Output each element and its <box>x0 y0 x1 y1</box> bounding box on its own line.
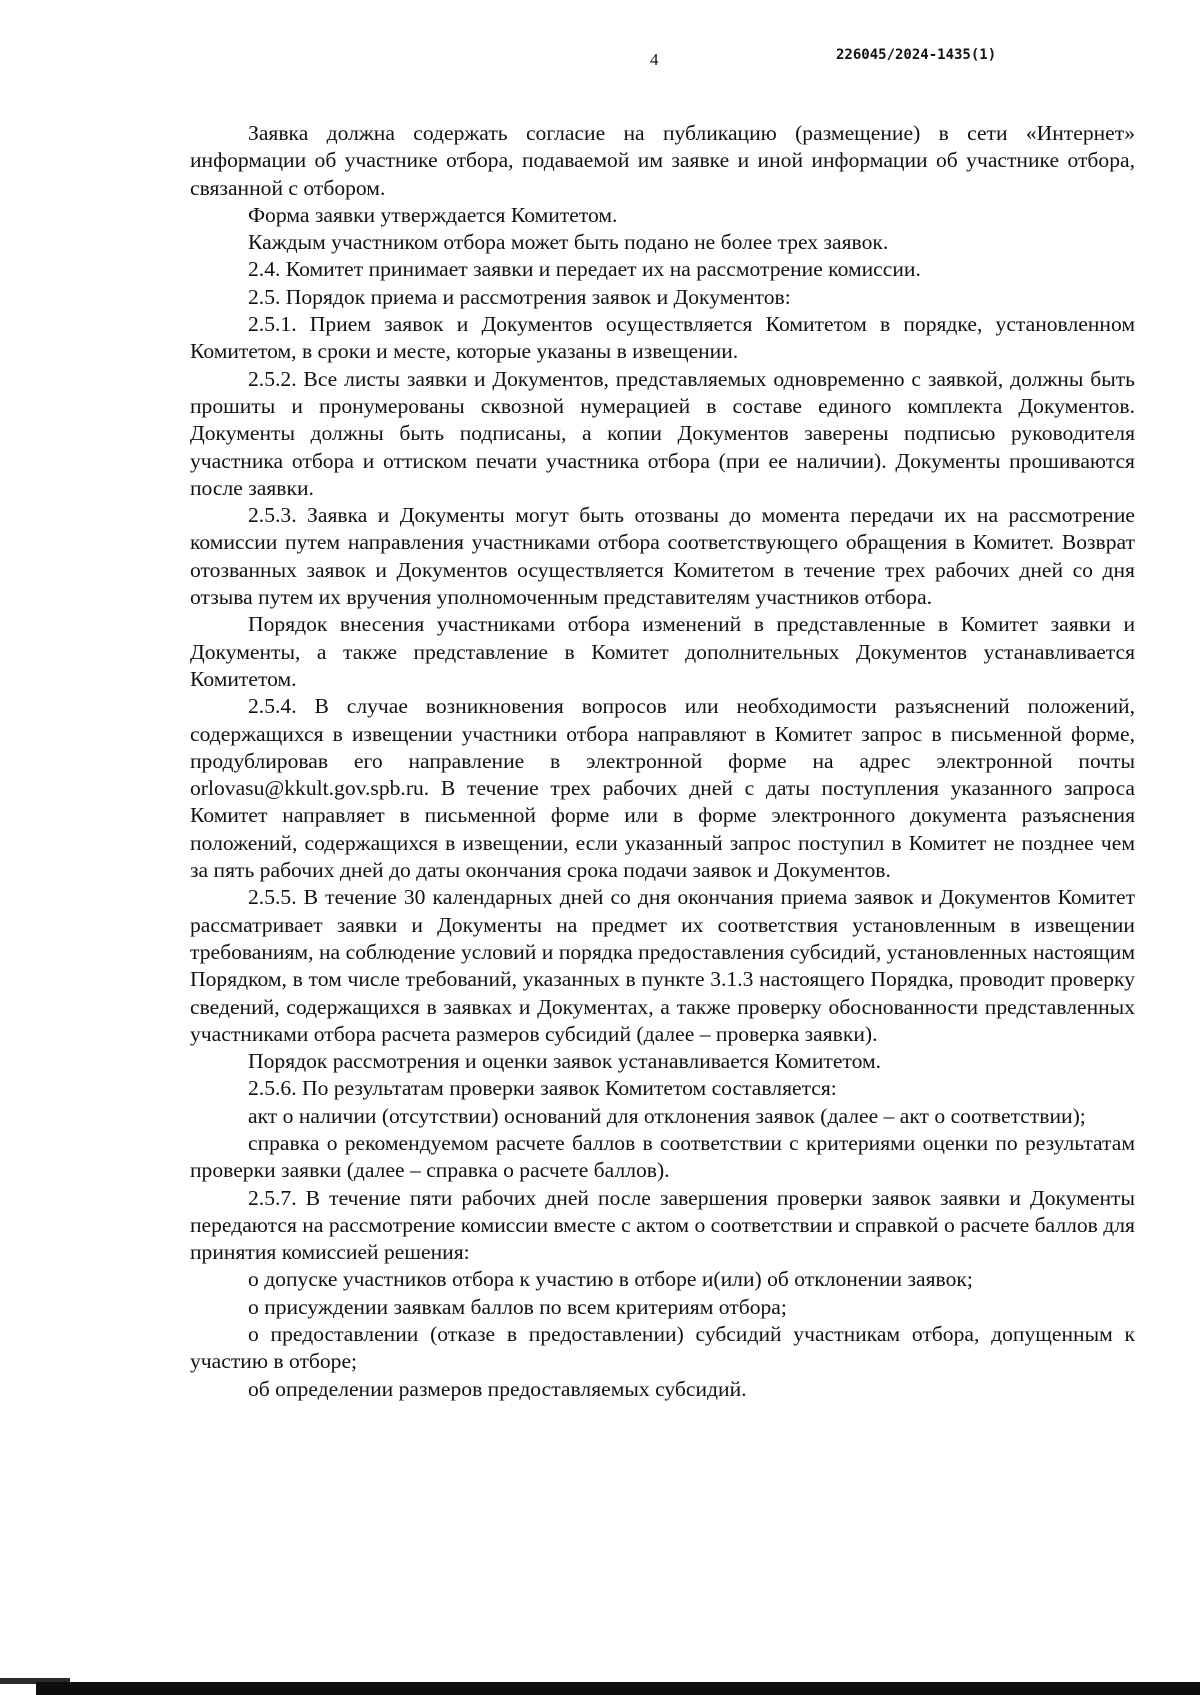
paragraph-amendment-procedure: Порядок внесения участниками отбора изменений в представленные в Комитет заявки и Документы, а также представление в Комитет дополнительных Документов устанавливается Комитетом. <box>190 612 1135 691</box>
paragraph-act-compliance: акт о наличии (отсутствии) оснований для отклонения заявок (далее – акт о соответствии); <box>248 1103 1086 1128</box>
paragraph-decision-amounts: об определении размеров предоставляемых субсидий. <box>248 1376 747 1401</box>
paragraph-2-4: 2.4. Комитет принимает заявки и передает их на рассмотрение комиссии. <box>248 257 921 282</box>
paragraph-2-5-2: 2.5.2. Все листы заявки и Документов, представляемых одновременно с заявкой, должны быть прошиты и пронумерованы сквозной нумерацией в составе единого комплекта Документов. Документы должны быть подписаны, а копии Документов заверены подписью руководителя участника отбора и оттиском печати участника отбора (при ее наличии). Документы прошиваются после заявки. <box>190 366 1135 500</box>
paragraph-decision-scores: о присуждении заявкам баллов по всем критериям отбора; <box>248 1294 787 1319</box>
paragraph-decision-subsidies: о предоставлении (отказе в предоставлении) субсидий участникам отбора, допущенным к участию в отборе; <box>190 1322 1135 1374</box>
document-registration-number: 226045/2024-1435(1) <box>836 47 997 63</box>
paragraph-max-applications: Каждым участником отбора может быть подано не более трех заявок. <box>248 230 889 255</box>
document-body <box>190 120 1135 1403</box>
paragraph-form-approval: Форма заявки утверждается Комитетом. <box>248 202 618 227</box>
page-number: 4 <box>650 50 659 69</box>
paragraph-score-reference: справка о рекомендуемом расчете баллов в соответствии с критериями оценки по результатам проверки заявки (далее – справка о расчете баллов). <box>190 1130 1135 1183</box>
paragraph-2-5-4: 2.5.4. В случае возникновения вопросов или необходимости разъяснений положений, содержащихся в извещении участники отбора направляют в Комитет запрос в письменной форме, продублировав его направление в электронной форме на адрес электронной почты orlovasu@kkult.gov.spb.ru. В течение трех рабочих дней с даты поступления указанного запроса Комитет направляет в письменной форме или в форме электронного документа разъяснения положений, содержащихся в извещении, если указанный запрос поступил в Комитет не позднее чем за пять рабочих дней до даты окончания срока подачи заявок и Документов. <box>190 694 1135 883</box>
paragraph-decision-admission: о допуске участников отбора к участию в отборе и(или) об отклонении заявок; <box>248 1267 973 1292</box>
scan-bottom-border <box>36 1682 1200 1695</box>
paragraph-2-5-1: 2.5.1. Прием заявок и Документов осуществляется Комитетом в порядке, установленном Комитетом, в сроки и месте, которые указаны в извещении. <box>190 312 1135 364</box>
paragraph-evaluation-procedure: Порядок рассмотрения и оценки заявок устанавливается Комитетом. <box>248 1049 882 1074</box>
paragraph-2-5-5: 2.5.5. В течение 30 календарных дней со дня окончания приема заявок и Документов Комитет рассматривает заявки и Документы на предмет их соответствия установленным в извещении требованиям, на соблюдение условий и порядка предоставления субсидий, установленных настоящим Порядком, в том числе требований, указанных в пункте 3.1.3 настоящего Порядка, проводит проверку сведений, содержащихся в заявках и Документах, а также проверку обоснованности представленных участниками отбора расчета размеров субсидий (далее – проверка заявки). <box>190 885 1135 1046</box>
paragraph-2-5-6: 2.5.6. По результатам проверки заявок Комитетом составляется: <box>248 1076 837 1101</box>
paragraph-2-5-3: 2.5.3. Заявка и Документы могут быть отозваны до момента передачи их на рассмотрение комиссии путем направления участниками отбора соответствующего обращения в Комитет. Возврат отозванных заявок и Документов осуществляется Комитетом в течение трех рабочих дней со дня отзыва путем их вручения уполномоченным представителям участников отбора. <box>190 503 1135 610</box>
paragraph-2-5-7: 2.5.7. В течение пяти рабочих дней после завершения проверки заявок заявки и Документы передаются на рассмотрение комиссии вместе с актом о соответствии и справкой о расчете баллов для принятия комиссией решения: <box>190 1185 1135 1265</box>
paragraph-2-5: 2.5. Порядок приема и рассмотрения заявок и Документов: <box>248 284 791 309</box>
paragraph-consent-publication: Заявка должна содержать согласие на публикацию (размещение) в сети «Интернет» информации об участнике отбора, подаваемой им заявке и иной информации об участнике отбора, связанной с отбором. <box>190 121 1135 200</box>
